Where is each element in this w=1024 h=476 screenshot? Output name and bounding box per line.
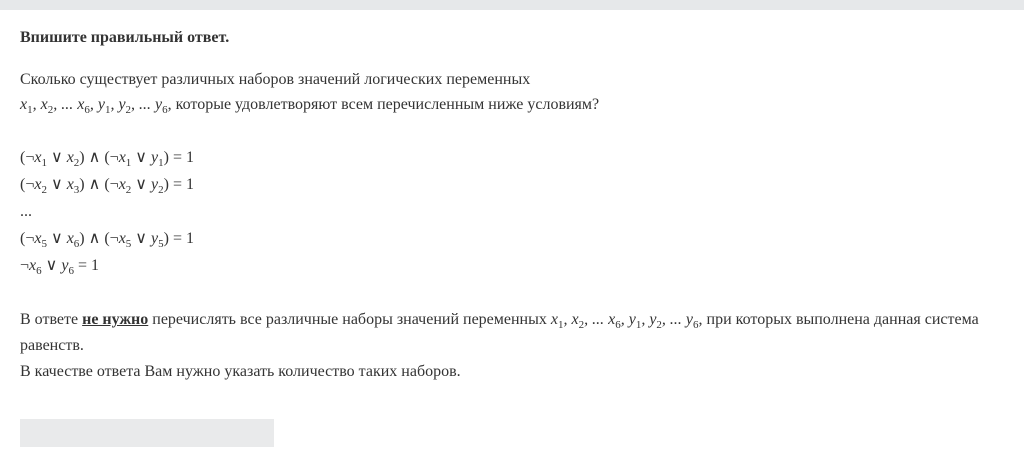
question-tail: , которые удовлетворяют всем перечисленным ниже условиям? [167,96,600,113]
note-suffix: , при которых выполнена данная система равенств. [20,311,979,354]
equation-1: ($\neg x_1$ ∨ $x_2$) ∧ ($\neg x_1$ ∨ $y_1) = 1$ [20,149,194,169]
note-middle: перечислять все различные наборы значений переменных [148,311,551,328]
note-emphasis: не нужно [82,311,149,328]
answer-input[interactable] [20,419,274,447]
answer-note [20,307,1010,385]
question-content [20,28,1010,385]
question-text [20,67,1010,117]
note-line2: В качестве ответа Вам нужно указать количество таких наборов. [20,363,461,380]
top-bar [0,0,1024,10]
equation-3: ($\neg x_5$ ∨ $x_6$) ∧ ($\neg x_5$ ∨ $y_5) = 1$ [20,230,194,250]
variables-list: $x_1$, $x_2$, ... $x_6$, $y_1$, $y_2$, ... $y_6$ [20,96,168,116]
question-line1: Сколько существует различных наборов значений логических переменных [20,71,531,88]
instruction-heading: Впишите правильный ответ. [20,29,230,46]
equation-ellipsis: ... [20,203,32,220]
equation-system [20,144,1010,279]
note-variables-list: $x_1$, $x_2$, ... $x_6$, $y_1$, $y_2$, ... $y_6$ [550,311,699,331]
equation-2: ($\neg x_2$ ∨ $x_3$) ∧ ($\neg x_2$ ∨ $y_2) = 1$ [20,176,194,196]
equation-4: $\neg x_6$ ∨ $y_6 = 1$ [20,257,99,277]
note-prefix: В ответе [20,311,83,328]
